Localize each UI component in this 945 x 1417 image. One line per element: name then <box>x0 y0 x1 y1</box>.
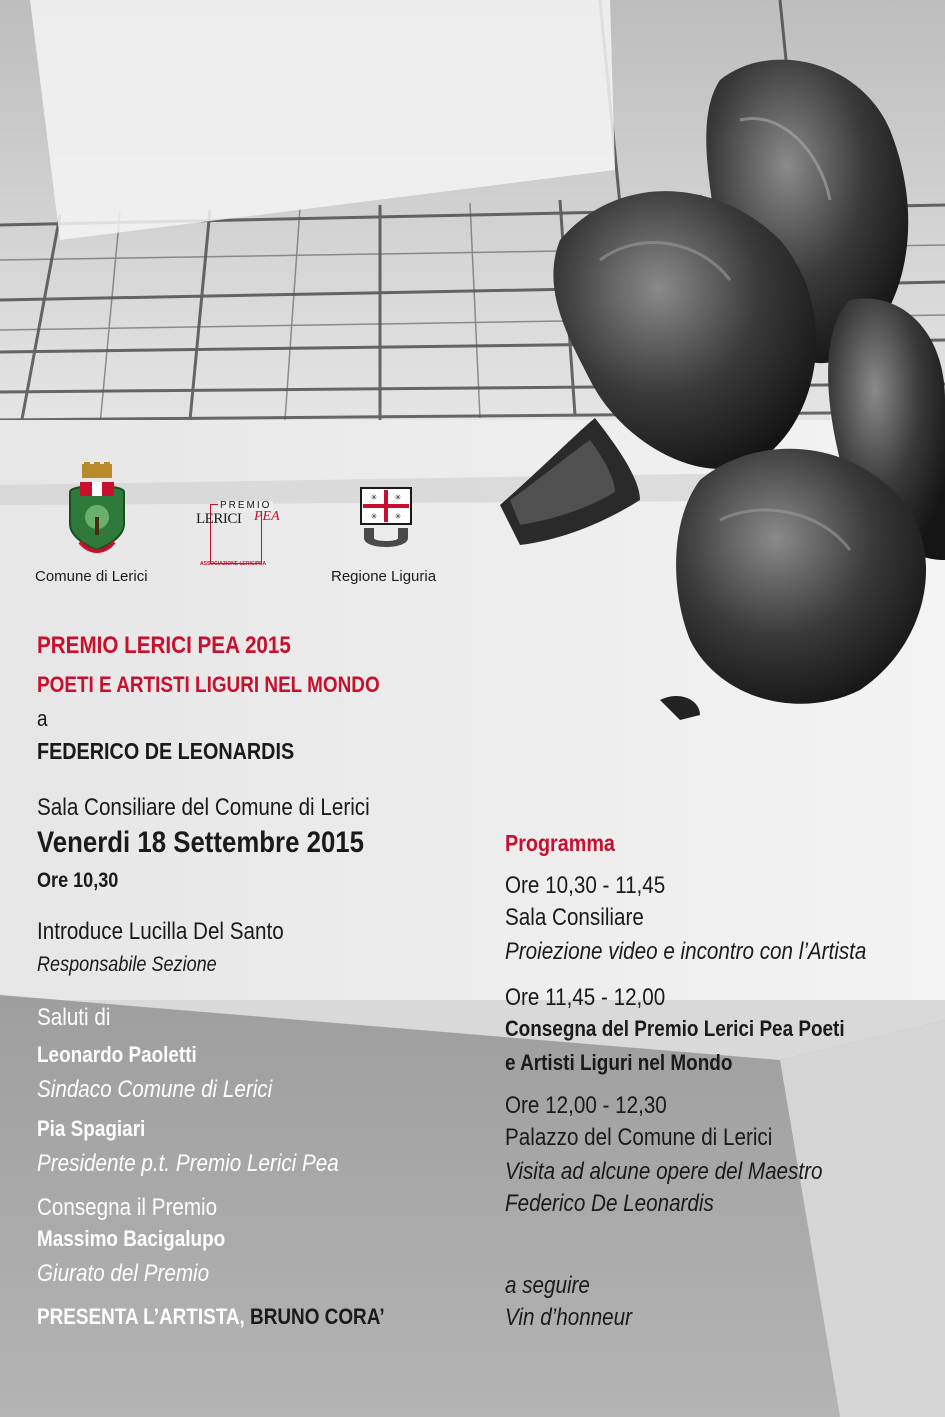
programma-time: Ore 11,45 - 12,00 <box>505 984 666 1011</box>
programma-desc: Proiezione video e incontro con l’Artista <box>505 938 867 965</box>
programma-desc: Federico De Leonardis <box>505 1190 714 1217</box>
programma-award-line: e Artisti Liguri nel Mondo <box>505 1050 733 1075</box>
presenter-line <box>37 1306 385 1328</box>
regione-caption: Regione Liguria <box>331 568 437 585</box>
programma-place: Palazzo del Comune di Lerici <box>505 1124 773 1151</box>
venue: Sala Consiliare del Comune di Lerici <box>37 794 370 821</box>
presenter-prefix: PRESENTA L’ARTISTA, <box>37 1304 245 1329</box>
event-time: Ore 10,30 <box>37 869 119 892</box>
svg-text:✳: ✳ <box>370 493 378 502</box>
programma-after: Vin d’honneur <box>505 1304 633 1331</box>
comune-caption: Comune di Lerici <box>35 568 148 585</box>
svg-text:✳: ✳ <box>370 512 378 521</box>
programma-desc: Visita ad alcune opere del Maestro <box>505 1158 823 1185</box>
greeting-person-name: Pia Spagiari <box>37 1116 146 1141</box>
honoree-to: a <box>37 706 48 731</box>
regione-liguria-emblem <box>358 486 414 554</box>
presenter-name: BRUNO CORA’ <box>250 1304 385 1329</box>
award-person-name: Massimo Bacigalupo <box>37 1226 226 1251</box>
comune-di-lerici-crest <box>62 462 132 562</box>
intro-text: Introduce Lucilla Del Santo <box>37 918 284 945</box>
intro-role: Responsabile Sezione <box>37 953 217 976</box>
premio-lerici-pea-logo <box>196 500 296 568</box>
event-title: PREMIO LERICI PEA 2015 <box>37 632 291 659</box>
programma-after: a seguire <box>505 1272 590 1299</box>
programma-heading: Programma <box>505 830 615 856</box>
programma-place: Sala Consiliare <box>505 904 644 931</box>
greeting-person-role: Presidente p.t. Premio Lerici Pea <box>37 1150 339 1177</box>
premio-logo-lerici: LERICI <box>196 511 242 527</box>
premio-logo-top: PREMIO <box>220 500 272 511</box>
programma-time: Ore 12,00 - 12,30 <box>505 1092 667 1119</box>
greetings-label: Saluti di <box>37 1004 111 1031</box>
event-date: Venerdi 18 Settembre 2015 <box>37 826 364 859</box>
award-label: Consegna il Premio <box>37 1194 218 1221</box>
svg-text:✳: ✳ <box>394 512 402 521</box>
event-subtitle: POETI E ARTISTI LIGURI NEL MONDO <box>37 672 380 697</box>
premio-logo-association: ASSOCIAZIONE LERICIPEA <box>200 561 267 567</box>
svg-text:✳: ✳ <box>394 493 402 502</box>
programma-time: Ore 10,30 - 11,45 <box>505 872 666 899</box>
premio-logo-pea: PEA <box>254 509 280 524</box>
honoree-name: FEDERICO DE LEONARDIS <box>37 738 295 764</box>
greeting-person-name: Leonardo Paoletti <box>37 1042 197 1067</box>
greeting-person-role: Sindaco Comune di Lerici <box>37 1076 273 1103</box>
award-person-role: Giurato del Premio <box>37 1260 210 1287</box>
programma-award-line: Consegna del Premio Lerici Pea Poeti <box>505 1016 845 1041</box>
